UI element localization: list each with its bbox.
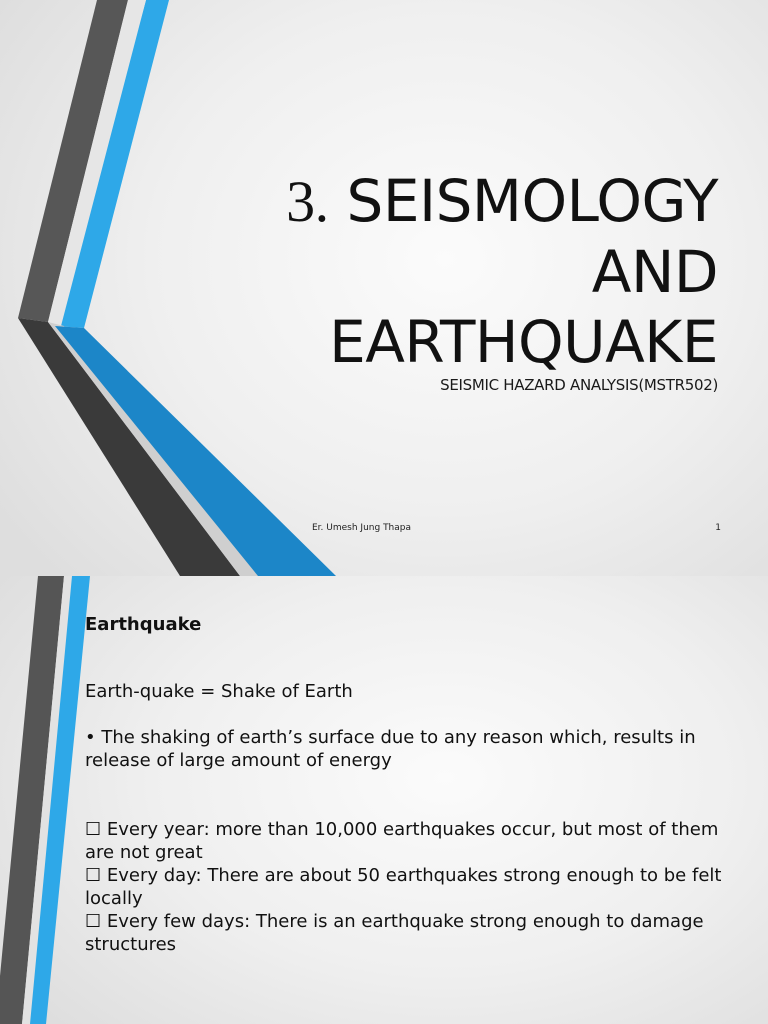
fact-item: ☐ Every day: There are about 50 earthquakes strong enough to be felt locally — [85, 865, 722, 909]
definition-text: Earth-quake = Shake of Earth — [85, 681, 353, 702]
title-number: 3. — [286, 169, 329, 234]
fact-item: ☐ Every few days: There is an earthquake strong enough to damage structures — [85, 911, 704, 955]
bullet-text: • The shaking of earth’s surface due to any reason which, results in release of large amount of energy — [85, 727, 696, 771]
title-line-1: SEISMOLOGY AND — [346, 167, 718, 306]
footer-author: Er. Umesh Jung Thapa — [312, 523, 412, 533]
content-slide — [0, 576, 768, 1024]
slide-heading: Earthquake — [85, 614, 202, 635]
fact-item: ☐ Every year: more than 10,000 earthquakes occur, but most of them are not great — [85, 819, 719, 863]
slide-title — [158, 166, 718, 377]
slide-body — [85, 680, 735, 956]
slide-subtitle: SEISMIC HAZARD ANALYSIS(MSTR502) — [440, 376, 718, 394]
title-line-2: EARTHQUAKE — [329, 308, 718, 376]
page-number: 1 — [715, 523, 721, 533]
